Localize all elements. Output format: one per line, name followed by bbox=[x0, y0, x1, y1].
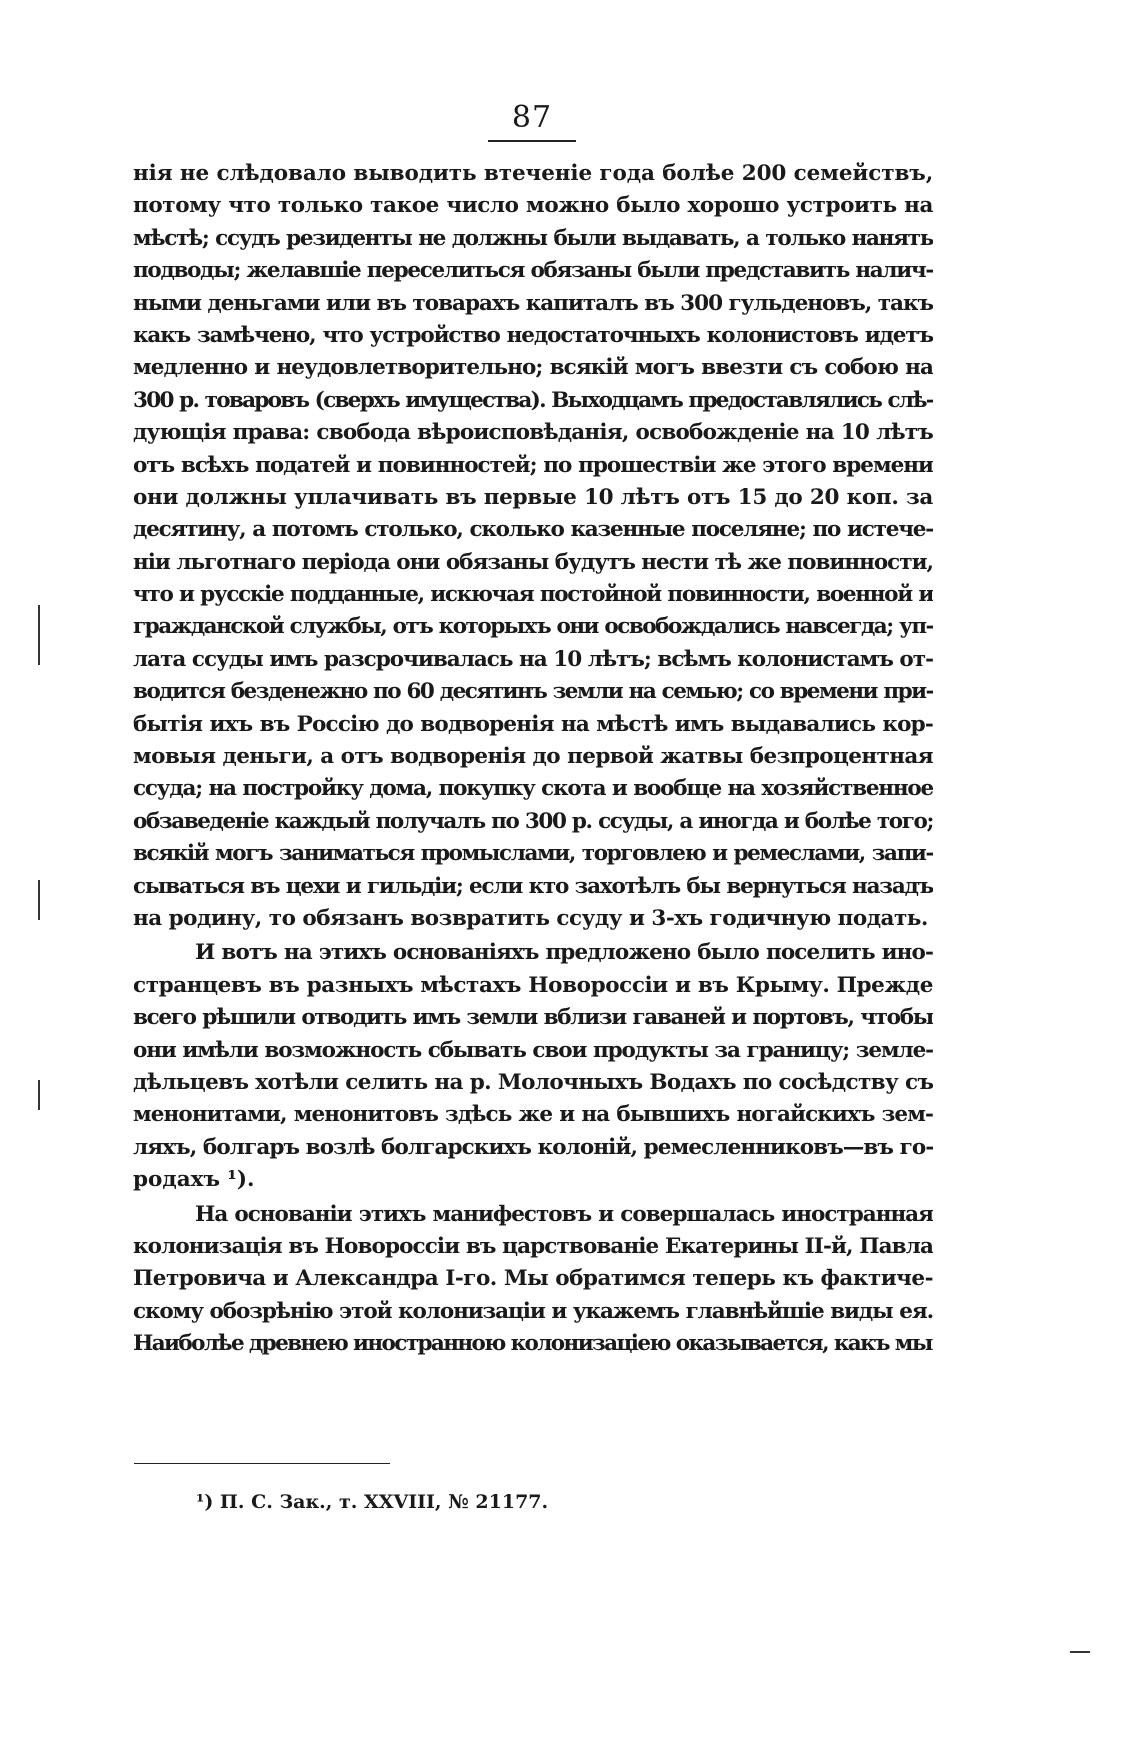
text-line bbox=[133, 709, 933, 741]
text-line-content: всякій могъ заниматься промыслами, торговлею и ремеслами, запи- bbox=[133, 841, 933, 867]
text-line bbox=[133, 579, 933, 611]
text-line bbox=[133, 1067, 933, 1099]
text-line bbox=[133, 676, 933, 708]
text-line bbox=[133, 1002, 933, 1034]
page-number: 87 bbox=[511, 100, 553, 135]
text-line bbox=[133, 611, 933, 643]
text-line bbox=[133, 1296, 933, 1328]
text-line bbox=[133, 1164, 933, 1196]
paragraph bbox=[133, 937, 933, 1196]
text-line-content: ссуда; на постройку дома, покупку скота и вообще на хозяйственное bbox=[133, 776, 933, 802]
text-line-content: И вотъ на этихъ основаніяхъ предложено было поселить ино- bbox=[195, 940, 933, 966]
text-line bbox=[133, 871, 933, 903]
text-line-content: нія не слѣдовало выводить втеченіе года болѣе 200 семействъ, bbox=[133, 161, 933, 186]
text-line bbox=[133, 255, 933, 287]
text-line-content: странцевъ въ разныхъ мѣстахъ Новороссіи и въ Крыму. Прежде bbox=[133, 972, 933, 998]
text-line-content: 300 р. товаровъ (сверхъ имущества). Выходцамъ предоставлялись слѣ- bbox=[133, 387, 933, 413]
text-line-content: Петровича и Александра I-го. Мы обратимся теперь къ фактиче- bbox=[133, 1266, 933, 1292]
paragraph bbox=[133, 1199, 933, 1361]
text-line bbox=[133, 741, 933, 773]
text-line-content: обзаведеніе каждый получалъ по 300 р. ссуды, а иногда и болѣе того; bbox=[133, 808, 933, 834]
text-line bbox=[133, 838, 933, 870]
text-line-content: потому что только такое число можно было хорошо устроить на bbox=[133, 193, 933, 219]
text-line-content: на родину, то обязанъ возвратить ссуду и 3-хъ годичную подать. bbox=[133, 905, 928, 931]
text-line bbox=[133, 158, 933, 190]
text-line bbox=[133, 417, 933, 449]
paragraph bbox=[133, 158, 933, 935]
text-line-content: На основаніи этихъ манифестовъ и совершалась иностранная bbox=[195, 1201, 933, 1227]
text-line bbox=[133, 450, 933, 482]
text-line bbox=[133, 644, 933, 676]
text-line bbox=[133, 903, 933, 935]
text-line bbox=[133, 288, 933, 320]
scan-edge-mark bbox=[38, 880, 40, 920]
text-line bbox=[133, 482, 933, 514]
text-line-content: ляхъ, болгаръ возлѣ болгарскихъ колоній, ремесленниковъ—въ го- bbox=[133, 1134, 933, 1160]
text-line-content: отъ всѣхъ податей и повинностей; по прошествіи же этого времени bbox=[133, 452, 933, 478]
text-line bbox=[133, 1231, 933, 1263]
text-line-content: скому обозрѣнію этой колонизаціи и укажемъ главнѣйшіе виды ея. bbox=[133, 1298, 933, 1324]
text-line bbox=[133, 1099, 933, 1131]
text-line bbox=[133, 806, 933, 838]
text-line-content: бытія ихъ въ Россію до водворенія на мѣстѣ имъ выдавались кор- bbox=[133, 711, 933, 737]
text-line-content: они имѣли возможность сбывать свои продукты за границу; земле- bbox=[133, 1037, 933, 1063]
text-line-content: водится безденежно по 60 десятинъ земли на семью; со времени при- bbox=[133, 679, 933, 705]
footnote: ¹) П. С. Зак., т. XXVIII, № 21177. bbox=[196, 1491, 549, 1513]
page-number-underline bbox=[488, 140, 576, 142]
text-line bbox=[133, 352, 933, 384]
text-line-content: лата ссуды имъ разсрочивалась на 10 лѣтъ; всѣмъ колонистамъ от- bbox=[133, 646, 933, 672]
text-line-content: мѣстѣ; ссудъ резиденты не должны были выдавать, а только нанять bbox=[133, 225, 933, 251]
text-line-content: гражданской службы, отъ которыхъ они освобождались навсегда; уп- bbox=[133, 614, 933, 640]
footnote-divider bbox=[134, 1463, 390, 1464]
text-line bbox=[133, 223, 933, 255]
text-line-content: сываться въ цехи и гильдіи; если кто захотѣлъ бы вернуться назадъ bbox=[133, 873, 933, 899]
scan-edge-mark bbox=[38, 1080, 40, 1110]
text-line-content: дѣльцевъ хотѣли селить на р. Молочныхъ Водахъ по сосѣдству съ bbox=[133, 1069, 933, 1095]
scan-edge-mark bbox=[1070, 1651, 1090, 1653]
text-line-content: подводы; желавшіе переселиться обязаны были представить налич- bbox=[133, 258, 933, 284]
text-line-content: колонизація въ Новороссіи въ царствованіе Екатерины II-й, Павла bbox=[133, 1233, 933, 1259]
text-line bbox=[133, 1199, 933, 1231]
text-line bbox=[133, 937, 933, 969]
text-line bbox=[133, 190, 933, 222]
text-line-content: всего рѣшили отводить имъ земли вблизи гаваней и портовъ, чтобы bbox=[133, 1005, 933, 1031]
text-line bbox=[133, 385, 933, 417]
text-line-content: что и русскіе подданные, искючая постойной повинности, военной и bbox=[133, 582, 933, 608]
text-line-content: менонитами, менонитовъ здѣсь же и на бывшихъ ногайскихъ зем- bbox=[133, 1102, 933, 1128]
text-line-content: они должны уплачивать въ первые 10 лѣтъ отъ 15 до 20 коп. за bbox=[133, 484, 933, 510]
text-line bbox=[133, 514, 933, 546]
text-line-content: какъ замѣчено, что устройство недостаточныхъ колонистовъ идетъ bbox=[133, 322, 933, 348]
text-line-content: медленно и неудовлетворительно; всякій могъ ввезти съ собою на bbox=[133, 355, 933, 381]
text-line bbox=[133, 547, 933, 579]
text-line bbox=[133, 773, 933, 805]
text-line bbox=[133, 1263, 933, 1295]
text-line-content: ніи льготнаго періода они обязаны будутъ нести тѣ же повинности, bbox=[133, 549, 933, 575]
text-line-content: Наиболѣе древнею иностранною колонизаціею оказывается, какъ мы bbox=[133, 1331, 932, 1357]
text-line bbox=[133, 1328, 933, 1360]
text-line bbox=[133, 1132, 933, 1164]
main-text bbox=[133, 158, 933, 1362]
text-line-content: десятину, а потомъ столько, сколько казенные поселяне; по истече- bbox=[133, 517, 933, 543]
text-line-content: мовыя деньги, а отъ водворенія до первой жатвы безпроцентная bbox=[133, 744, 933, 770]
text-line-content: ными деньгами или въ товарахъ капиталъ въ 300 гульденовъ, такъ bbox=[133, 290, 933, 316]
scan-edge-mark bbox=[38, 605, 40, 665]
text-line bbox=[133, 320, 933, 352]
text-line-content: родахъ ¹). bbox=[133, 1167, 255, 1193]
text-line bbox=[133, 970, 933, 1002]
text-line-content: дующія права: свобода вѣроисповѣданія, освобожденіе на 10 лѣтъ bbox=[133, 420, 933, 446]
text-line bbox=[133, 1035, 933, 1067]
